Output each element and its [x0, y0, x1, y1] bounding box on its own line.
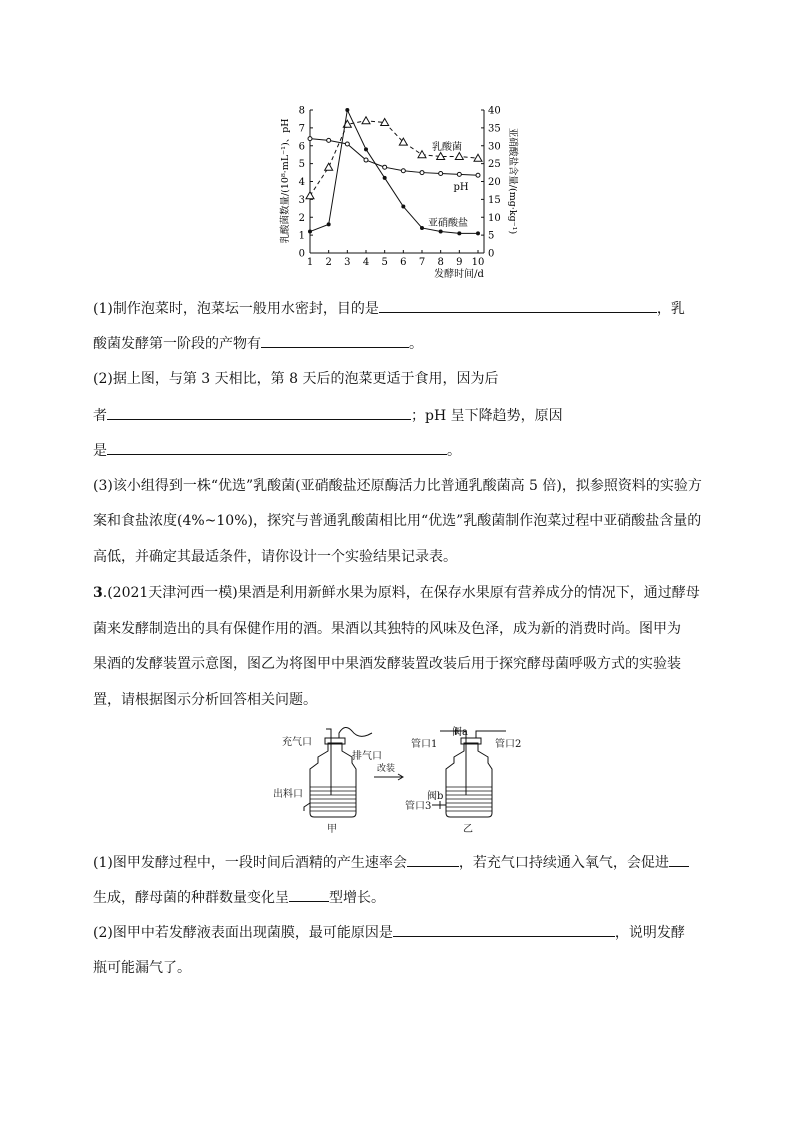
q2-line3: 是 。: [93, 440, 461, 461]
x-tick-label: 5: [381, 257, 388, 268]
right-tick-label: 25: [488, 159, 501, 171]
q3-line1: (3)该小组得到一株“优选”乳酸菌(亚硝酸盐还原酶活力比普通乳酸菌高 5 倍)，拟参照资料的实验方: [93, 478, 702, 494]
right-tick-label: 40: [488, 105, 501, 117]
right-tick-label: 0: [488, 248, 495, 260]
p3q1-line1: (1)图甲发酵过程中，一段时间后酒精的产生速率会 ，若充气口持续通入氧气，会促进: [93, 852, 689, 873]
left-tick-label: 0: [298, 248, 305, 260]
x-tick-label: 8: [437, 257, 444, 268]
bottle-jia: [310, 743, 356, 817]
label-tube-1: 管口1: [411, 739, 438, 750]
p3q2-line1: (2)图甲中若发酵液表面出现菌膜，最可能原因是 ，说明发酵: [93, 922, 685, 943]
label-outlet: 出料口: [273, 789, 303, 800]
label-valve-a: 阀a: [452, 727, 468, 738]
p3q1-blank-3[interactable]: [289, 887, 329, 902]
inlet-tube: [326, 729, 331, 795]
problem3-line3: 果酒的发酵装置示意图，图乙为将图甲中果酒发酵装置改装后用于探究酵母菌呼吸方式的实验装: [93, 656, 681, 672]
label-yi: 乙: [463, 824, 473, 835]
open-circle-point: [420, 171, 424, 175]
open-circle-point: [439, 171, 443, 175]
filled-circle-point: [457, 231, 461, 235]
label-inlet: 充气口: [282, 737, 312, 748]
q3-line2: 案和食盐浓度(4%~10%)，探究与普通乳酸菌相比用“优选”乳酸菌制作泡菜过程中亚硝酸盐含量的: [93, 513, 702, 529]
filled-circle-point: [327, 222, 331, 226]
filled-circle-point: [345, 108, 349, 112]
liquid-jia: [310, 787, 356, 811]
label-valve-b: 阀b: [427, 791, 444, 802]
tube-2: [476, 731, 506, 738]
filled-circle-point: [420, 226, 424, 230]
series-line-2: [310, 110, 478, 233]
series-label-lactobacillus: 乳酸菌: [432, 142, 462, 153]
x-tick-label: 2: [325, 257, 332, 268]
right-axis-label: 亚硝酸盐含量/(mg·kg⁻¹): [507, 127, 518, 235]
x-axis-label: 发酵时间/d: [434, 269, 484, 280]
open-circle-point: [345, 142, 349, 146]
open-circle-point: [327, 138, 331, 142]
problem3-line2: 菌来发酵制造出的具有保健作用的酒。果酒以其独特的风味及色泽，成为新的消费时尚。图甲为: [93, 621, 681, 637]
triangle-point: [455, 152, 463, 159]
q2-line2: 者 ；pH 呈下降趋势，原因: [93, 405, 563, 426]
p3q1-line2: 生成，酵母菌的种群数量变化呈 型增长。: [93, 887, 385, 908]
triangle-point: [418, 151, 426, 158]
q1-blank-1[interactable]: [379, 298, 657, 313]
left-tick-label: 2: [298, 212, 305, 224]
p3q1-blank-1[interactable]: [407, 852, 459, 867]
right-tick-label: 15: [488, 194, 501, 206]
fermentation-apparatus-diagram: [0, 725, 794, 835]
label-tube-3: 管口3: [405, 801, 432, 812]
filled-circle-point: [476, 231, 480, 235]
open-circle-point: [364, 158, 368, 162]
x-tick-label: 1: [306, 257, 314, 268]
left-tick-label: 4: [298, 177, 305, 188]
left-tick-label: 8: [298, 105, 305, 117]
triangle-point: [306, 192, 314, 199]
filled-circle-point: [364, 147, 368, 151]
x-tick-label: 4: [362, 257, 370, 268]
q1-blank-2[interactable]: [261, 333, 409, 348]
p3q2-line2: 瓶可能漏气了。: [93, 960, 191, 976]
open-circle-point: [401, 169, 405, 173]
q2-blank-2[interactable]: [107, 440, 447, 455]
label-jia: 甲: [327, 824, 337, 835]
open-circle-point: [308, 137, 312, 141]
tube-1: [440, 731, 466, 795]
label-tube-2: 管口2: [495, 739, 522, 750]
p3q2-blank-1[interactable]: [393, 922, 615, 937]
filled-circle-point: [383, 176, 387, 180]
series-label-ph: pH: [453, 182, 469, 193]
q3-line3: 高低，并确定其最适条件，请你设计一个实验结果记录表。: [93, 549, 457, 565]
problem3-line4: 置，请根据图示分析回答相关问题。: [93, 692, 317, 708]
right-tick-label: 30: [488, 141, 501, 153]
liquid-yi: [446, 787, 492, 811]
q1-line2: 酸菌发酵第一阶段的产物有 。: [93, 333, 423, 354]
right-tick-label: 5: [488, 230, 495, 242]
problem3-line1: 3.(2021天津河西一模)果酒是利用新鲜水果为原料，在保存水果原有营养成分的情况下，通过酵母: [93, 585, 700, 601]
filled-circle-point: [401, 205, 405, 209]
series-label-nitrite: 亚硝酸盐: [428, 218, 468, 229]
left-tick-label: 5: [298, 159, 305, 171]
x-tick-label: 10: [471, 257, 485, 268]
left-tick-label: 3: [298, 194, 305, 206]
open-circle-point: [457, 172, 461, 176]
x-tick-label: 7: [418, 257, 426, 268]
bottle-yi: [446, 743, 492, 817]
q1-line1: (1)制作泡菜时，泡菜坛一般用水密封，目的是 ，乳: [93, 298, 685, 319]
left-axis-label: 乳酸菌数量/(10⁸·mL⁻¹)、pH: [280, 118, 291, 244]
label-exhaust: 排气口: [352, 751, 382, 762]
label-modify: 改装: [377, 764, 396, 774]
filled-circle-point: [308, 230, 312, 234]
x-tick-label: 9: [456, 257, 463, 268]
left-tick-label: 1: [298, 230, 305, 242]
x-tick-label: 6: [400, 257, 407, 268]
right-tick-label: 10: [488, 212, 501, 224]
triangle-point: [474, 154, 482, 161]
triangle-point: [325, 163, 333, 170]
right-tick-label: 35: [488, 123, 501, 135]
p3q1-blank-2[interactable]: [669, 852, 689, 867]
open-circle-point: [383, 165, 387, 169]
left-tick-label: 7: [298, 123, 305, 135]
triangle-point: [362, 117, 370, 124]
outlet-tube: [304, 803, 310, 811]
exhaust-tube: [339, 727, 372, 738]
filled-circle-point: [439, 230, 443, 234]
x-tick-label: 3: [344, 257, 351, 268]
right-tick-label: 20: [488, 177, 501, 188]
q2-line1: (2)据上图，与第 3 天相比，第 8 天后的泡菜更适于食用，因为后: [93, 371, 499, 387]
open-circle-point: [476, 173, 480, 177]
left-tick-label: 6: [298, 141, 305, 153]
q2-blank-1[interactable]: [107, 405, 411, 420]
